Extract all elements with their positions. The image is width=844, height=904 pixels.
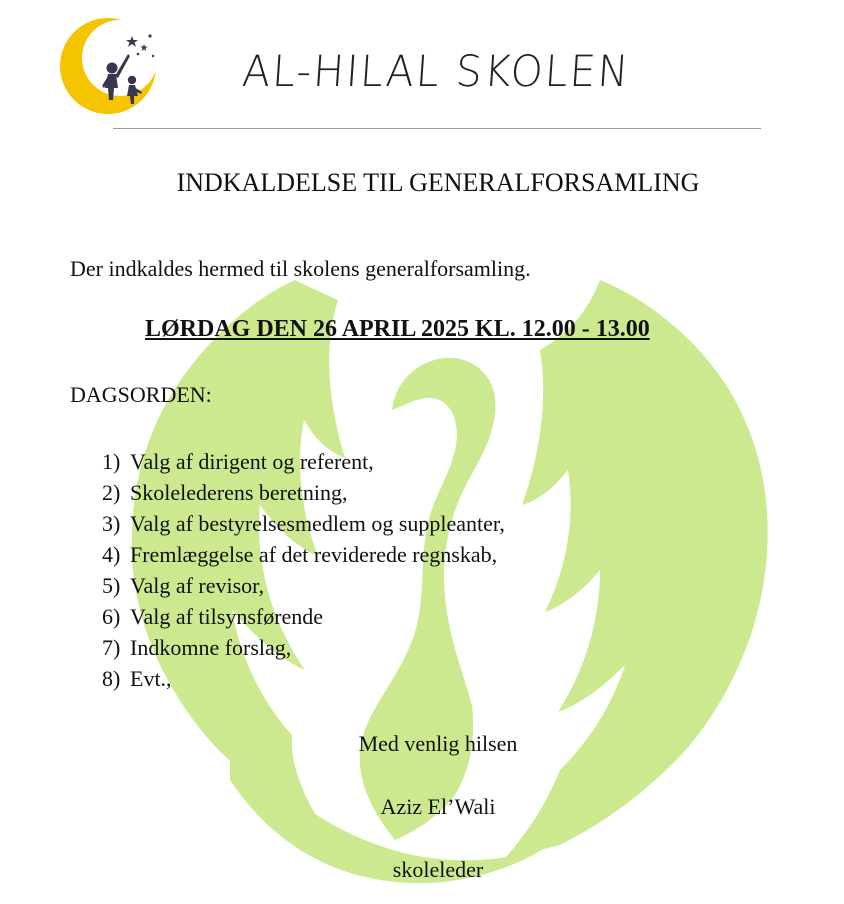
agenda-item-text: Valg af tilsynsførende [130,604,324,629]
intro-text: Der indkaldes hermed til skolens generalforsamling. [70,256,531,281]
agenda-list [102,446,505,694]
header-divider [113,128,761,129]
agenda-item [102,539,505,570]
agenda-item-number: 7) [102,635,121,660]
agenda-item-text: Indkomne forslag, [130,635,292,660]
agenda-item-number: 6) [102,604,121,629]
agenda-item-text: Valg af bestyrelsesmedlem og suppleanter, [130,511,505,536]
agenda-item [102,508,505,539]
agenda-item-number: 8) [102,666,121,691]
signer-role: skoleleder [392,857,484,882]
agenda-item-number: 3) [102,511,121,536]
agenda-item-text: Skolelederens beretning, [130,480,348,505]
agenda-item [102,477,505,508]
agenda-item-number: 2) [102,480,121,505]
agenda-item-text: Evt., [130,666,172,691]
school-name: AL-HILAL SKOLEN [240,46,632,97]
agenda-item [102,570,505,601]
agenda-heading: DAGSORDEN: [70,382,212,407]
agenda-item-number: 1) [102,449,121,474]
agenda-item-text: Valg af revisor, [130,573,265,598]
signer-name: Aziz El’Wali [380,794,496,819]
agenda-item-text: Valg af dirigent og referent, [130,449,374,474]
agenda-item-number: 4) [102,542,121,567]
school-logo-icon [58,14,168,118]
notice-title: INDKALDELSE TIL GENERALFORSAMLING [176,168,700,197]
agenda-item-number: 5) [102,573,121,598]
meeting-date: LØRDAG DEN 26 APRIL 2025 KL. 12.00 - 13.00 [145,316,650,342]
agenda-item [102,632,505,663]
agenda-item [102,601,505,632]
closing-greeting: Med venlig hilsen [358,731,518,756]
agenda-item [102,663,505,694]
agenda-item-text: Fremlæggelse af det reviderede regnskab, [130,542,498,567]
agenda-item [102,446,505,477]
